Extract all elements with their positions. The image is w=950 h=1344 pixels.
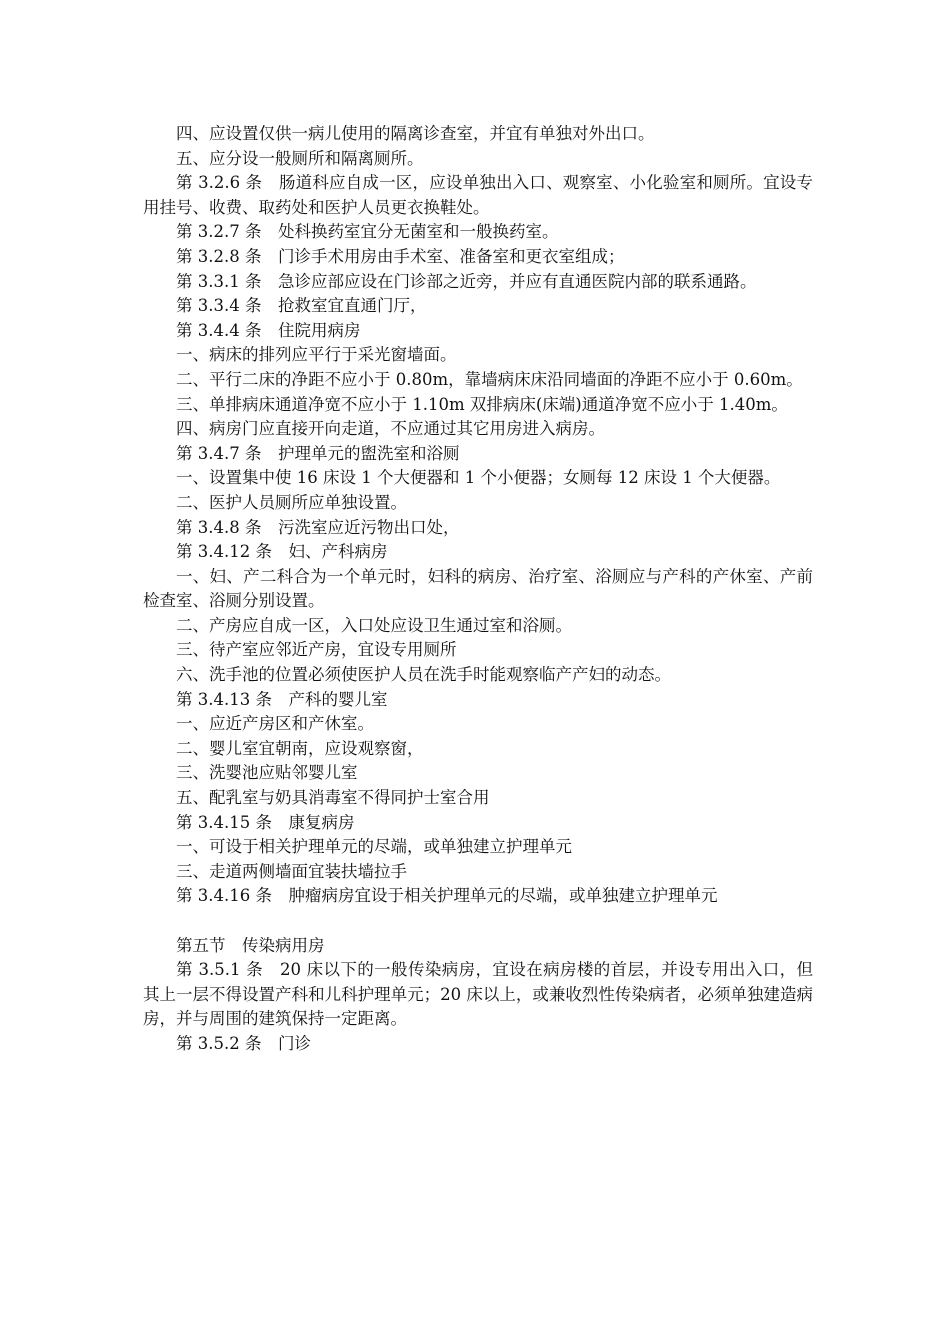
paragraph: 二、产房应自成一区，入口处应设卫生通过室和浴厕。 <box>176 615 572 635</box>
paragraph: 五、应分设一般厕所和隔离厕所。 <box>176 148 424 168</box>
paragraph: 第 3.4.8 条 污洗室应近污物出口处， <box>176 517 460 537</box>
paragraph: 二、平行二床的净距不应小于 0.80m，靠墙病床床沿同墙面的净距不应小于 0.60m。 <box>176 369 803 389</box>
paragraph: 三、走道两侧墙面宜装扶墙拉手 <box>176 861 407 881</box>
paragraph: 第 3.2.7 条 处科换药室宜分无菌室和一般换药室。 <box>176 222 559 242</box>
paragraph: 第 3.2.8 条 门诊手术用房由手术室、准备室和更衣室组成； <box>176 246 625 266</box>
paragraph: 四、应设置仅供一病儿使用的隔离诊查室，并宜有单独对外出口。 <box>176 124 655 143</box>
paragraph: 第 3.2.6 条 肠道科应自成一区，应设单独出入口、观察室、小化验室和厕所。宜设专用挂号、收费、取药处和医护人员更衣换鞋处。 <box>143 173 813 217</box>
paragraph: 一、可设于相关护理单元的尽端，或单独建立护理单元 <box>176 837 572 857</box>
paragraph: 第 3.4.7 条 护理单元的盥洗室和浴厕 <box>176 443 460 463</box>
section-spacer <box>143 909 813 934</box>
paragraph: 第 3.5.2 条 门诊 <box>176 1033 311 1053</box>
document-body <box>143 122 813 1057</box>
paragraph: 三、待产室应邻近产房，宜设专用厕所 <box>176 640 457 660</box>
paragraph: 二、婴儿室宜朝南，应设观察窗， <box>176 738 424 758</box>
paragraph: 三、洗婴池应贴邻婴儿室 <box>176 763 358 783</box>
section-heading: 第五节 传染病用房 <box>176 935 325 955</box>
paragraph: 第 3.4.13 条 产科的婴儿室 <box>176 689 388 709</box>
paragraph: 五、配乳室与奶具消毒室不得同护士室合用 <box>176 788 490 808</box>
paragraph: 第 3.4.16 条 肿瘤病房宜设于相关护理单元的尽端，或单独建立护理单元 <box>176 886 718 906</box>
paragraph: 四、病房门应直接开向走道，不应通过其它用房进入病房。 <box>176 419 605 439</box>
paragraph: 二、医护人员厕所应单独设置。 <box>176 492 407 512</box>
paragraph: 一、设置集中使 16 床设 1 个大便器和 1 个小便器；女厕每 12 床设 1 个大便器。 <box>176 468 781 488</box>
paragraph: 第 3.4.15 条 康复病房 <box>176 812 355 832</box>
paragraph: 一、妇、产二科合为一个单元时，妇科的病房、治疗室、浴厕应与产科的产休室、产前检查室、浴厕分别设置。 <box>143 566 813 611</box>
paragraph: 第 3.4.12 条 妇、产科病房 <box>176 542 388 562</box>
paragraph: 一、病床的排列应平行于采光窗墙面。 <box>176 345 457 365</box>
paragraph: 第 3.4.4 条 住院用病房 <box>176 320 361 340</box>
paragraph: 第 3.3.4 条 抢救室宜直通门厅， <box>176 296 427 316</box>
paragraph: 六、洗手池的位置必须使医护人员在洗手时能观察临产产妇的动态。 <box>176 665 671 685</box>
paragraph: 三、单排病床通道净宽不应小于 1.10m 双排病床(床端)通道净宽不应小于 1.40m。 <box>176 394 788 414</box>
paragraph: 一、应近产房区和产休室。 <box>176 714 374 734</box>
paragraph: 第 3.3.1 条 急诊应部应设在门诊部之近旁，并应有直通医院内部的联系通路。 <box>176 271 757 291</box>
paragraph: 第 3.5.1 条 20 床以下的一般传染病房，宜设在病房楼的首层，并设专用出入口，但其上一层不得设置产科和儿科护理单元；20 床以上，或兼收烈性传染病者，必须单独建造病房，并与周围的建筑保持一定距离。 <box>143 960 813 1029</box>
